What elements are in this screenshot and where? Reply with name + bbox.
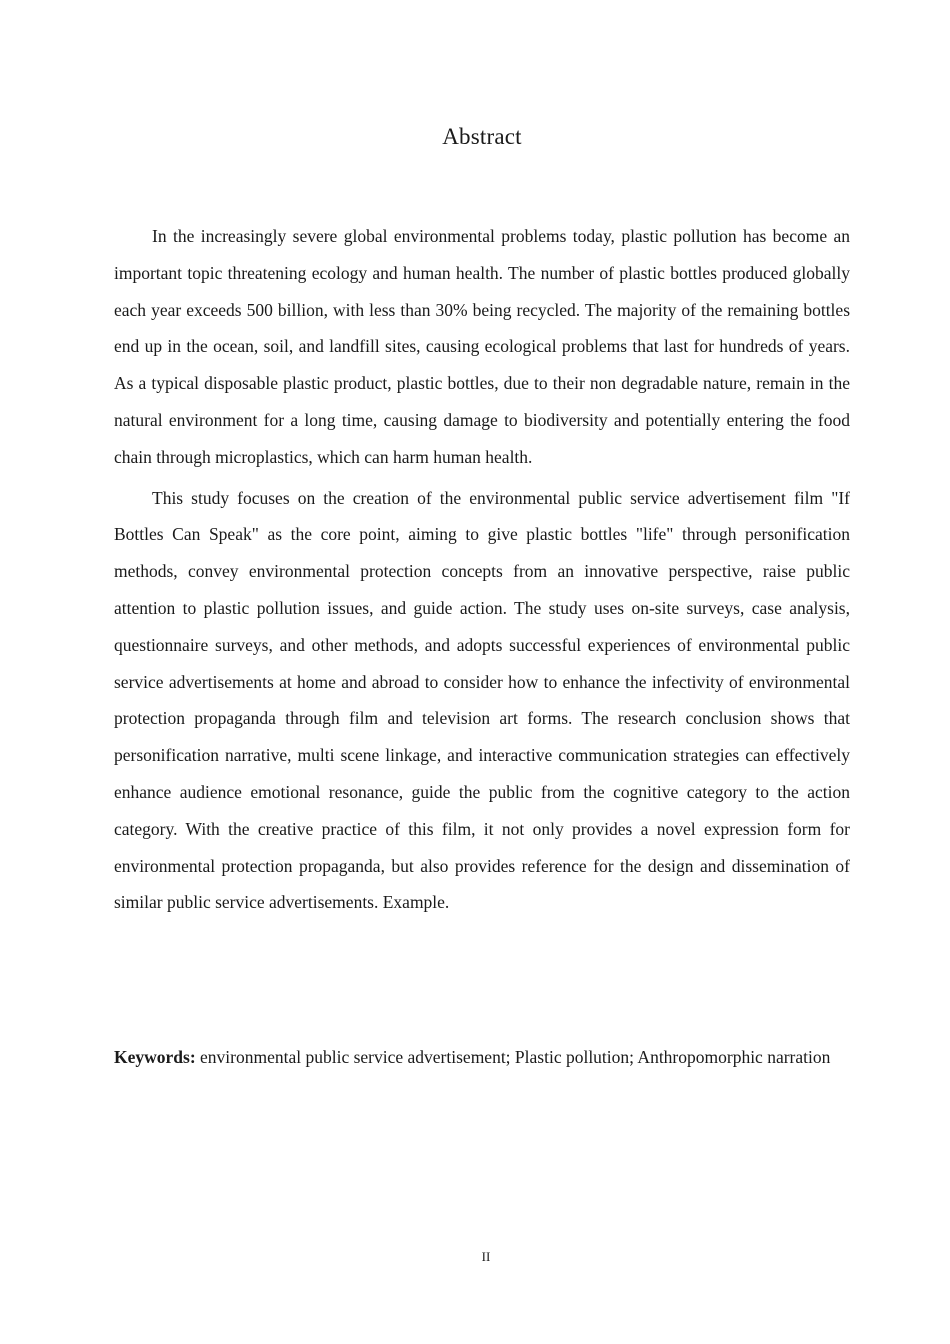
abstract-paragraph-2: This study focuses on the creation of the environmental public service advertisement film "If Bottles Can Speak" as the core point, aiming to give plastic bottles "life" through personification methods, convey environmental protection concepts from an innovative perspective, raise public attention to plastic pollution issues, and guide action. The study uses on-site surveys, case analysis, questionnaire surveys, and other methods, and adopts successful experiences of environmental public service advertisements at home and abroad to consider how to enhance the infectivity of environmental protection propaganda through film and television art forms. The research conclusion shows that personification narrative, multi scene linkage, and interactive communication strategies can effectively enhance audience emotional resonance, guide the public from the cognitive category to the action category. With the creative practice of this film, it not only provides a novel expression form for environmental protection propaganda, but also provides reference for the design and dissemination of similar public service advertisements. Example. (114, 487, 850, 913)
abstract-body (114, 218, 850, 921)
page-number: II (481, 1249, 491, 1264)
keywords-label: Keywords: (114, 1047, 196, 1067)
abstract-paragraph-1: In the increasingly severe global environmental problems today, plastic pollution has become an important topic threatening ecology and human health. The number of plastic bottles produced globally each year exceeds 500 billion, with less than 30% being recycled. The majority of the remaining bottles end up in the ocean, soil, and landfill sites, causing ecological problems that last for hundreds of years. As a typical disposable plastic product, plastic bottles, due to their non degradable nature, remain in the natural environment for a long time, causing damage to biodiversity and potentially entering the food chain through microplastics, which can harm human health. (114, 226, 850, 467)
keywords-text: environmental public service advertisement; Plastic pollution; Anthropomorphic narration (200, 1047, 831, 1067)
keywords-line (114, 1040, 850, 1075)
abstract-title: Abstract (442, 124, 522, 149)
